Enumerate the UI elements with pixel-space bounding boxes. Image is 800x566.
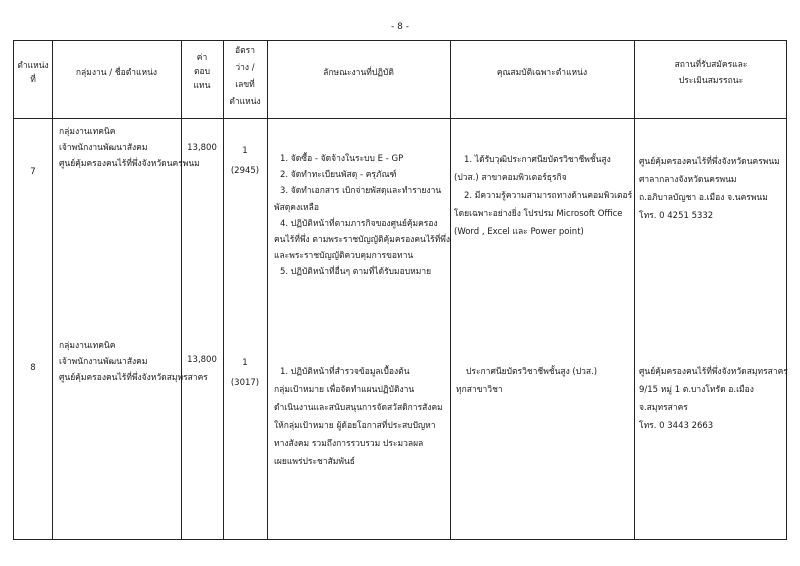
rate-vacancy: 1 (2945) — [230, 146, 260, 176]
group-and-position: กลุ่มงานเทคนิค เจ้าพนักงานพัฒนาสังคม ศูนย์คุ้มครองคนไร้ที่พึ่งจังหวัดสมุทรสาคร — [59, 341, 208, 383]
qualifications-list: ประกาศนียบัตรวิชาชีพชั้นสูง (ปวส.) ทุกสาขาวิชา — [456, 367, 598, 395]
duties-list: 1. จัดซื้อ - จัดจ้างในระบบ E - GP 2. จัดทำทะเบียนพัสดุ - ครุภัณฑ์ 3. จัดทำเอกสาร เบิกจ่ายพัสดุและทำรายงาน พัสดุคงเหลือ 4. ปฏิบัติหน้าที่ตามภารกิจของศูนย์คุ้มครอง คนไร้ที่พึ่ง ตามพระราชบัญญัติคุ้มครองคนไร้ที่พึ่ง และพระราชบัญญัติควบคุมการขอทาน 5. ปฏิบัติหน้าที่อื่นๆ ตามที่ได้รับมอบหมาย — [274, 154, 451, 278]
page-number: - 8 - — [391, 22, 409, 32]
venue-info: ศูนย์คุ้มครองคนไร้ที่พึ่งจังหวัดสมุทรสาคร 9/15 หมู่ 1 ต.บางโทรัด อ.เมือง จ.สมุทรสาคร โทร. 0 3443 2663 — [639, 367, 788, 431]
header-group: กลุ่มงาน / ชื่อตำแหน่ง — [75, 68, 158, 78]
row-number: 7 — [30, 167, 36, 177]
header-duties: ลักษณะงานที่ปฏิบัติ — [323, 68, 394, 78]
header-pay: ค่า ตอบ แทน — [193, 53, 211, 91]
group-and-position: กลุ่มงานเทคนิค เจ้าพนักงานพัฒนาสังคม ศูนย์คุ้มครองคนไร้ที่พึ่งจังหวัดนครพนม — [59, 127, 200, 169]
row-number: 8 — [30, 363, 36, 373]
pay-amount: 13,800 — [187, 143, 217, 153]
job-table — [13, 40, 787, 540]
pay-amount: 13,800 — [187, 355, 217, 365]
header-rate: อัตรา ว่าง / เลขที่ ตำแหน่ง — [229, 46, 261, 107]
duties-list: 1. ปฏิบัติหน้าที่สำรวจข้อมูลเบื้องต้น กลุ่มเป้าหมาย เพื่อจัดทำแผนปฏิบัติงาน ดำเนินงานและสนับสนุนการจัดสวัสดิการสังคม ให้กลุ่มเป้าหมาย ผู้ด้อยโอกาสที่ประสบปัญหา ทางสังคม รวมถึงการรวบรวม ประมวลผล เผยแพร่ประชาสัมพันธ์ — [274, 367, 443, 467]
header-position: ตำแหน่ง ที่ — [17, 61, 49, 85]
header-venue: สถานที่รับสมัครและ ประเมินสมรรถนะ — [674, 60, 748, 86]
header-qualifications: คุณสมบัติเฉพาะตำแหน่ง — [496, 68, 588, 78]
qualifications-list: 1. ได้รับวุฒิประกาศนียบัตรวิชาชีพชั้นสูง (ปวส.) สาขาคอมพิวเตอร์ธุรกิจ 2. มีความรู้ความสามารถทางด้านคอมพิวเตอร์ โดยเฉพาะอย่างยิ่ง โปรปรม Microsoft Office (Word , Excel และ Power point) — [454, 155, 633, 237]
venue-info: ศูนย์คุ้มครองคนไร้ที่พึ่งจังหวัดนครพนม ศาลากลางจังหวัดนครพนม ถ.อภิบาลบัญชา อ.เมือง จ.นครพนม โทร. 0 4251 5332 — [639, 157, 780, 221]
rate-vacancy: 1 (3017) — [230, 358, 260, 388]
